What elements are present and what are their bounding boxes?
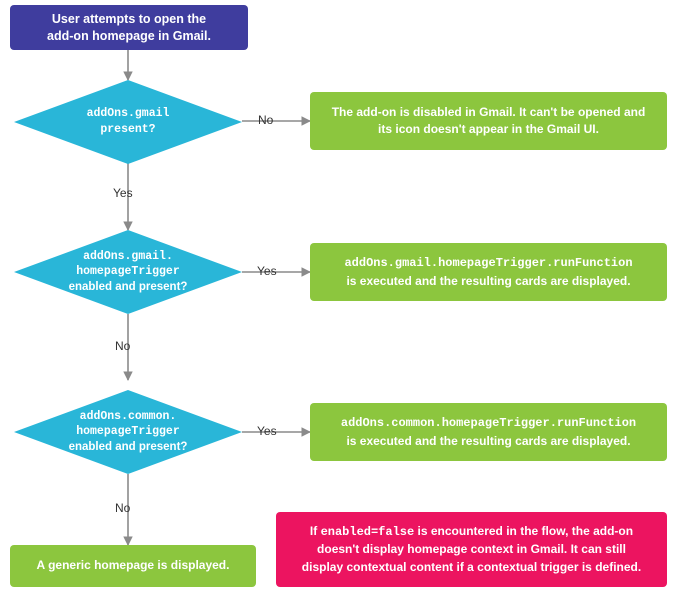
decision-1-tail: present? — [100, 123, 156, 136]
note-line3: display contextual content if a contextual trigger is defined. — [301, 559, 642, 574]
note-line2: doesn't display homepage context in Gmail. It can still — [317, 542, 626, 557]
decision-common-homepagetrigger — [14, 390, 242, 474]
edge-label-yes-1: Yes — [113, 186, 133, 200]
decision-2-code-line2: homepageTrigger — [76, 265, 180, 279]
decision-3-tail: enabled and present? — [68, 440, 188, 453]
edge-label-yes-2: Yes — [257, 264, 277, 278]
edge-label-no-2: No — [115, 339, 131, 353]
result-generic-homepage — [10, 545, 256, 587]
result-3-code: addOns.common.homepageTrigger.runFunction — [340, 416, 637, 431]
result-2-code: addOns.gmail.homepageTrigger.runFunction — [344, 256, 633, 271]
decision-3-code-line1: addOns.common. — [79, 409, 177, 423]
result-addon-disabled — [310, 92, 667, 150]
edge-label-no-1: No — [258, 113, 274, 127]
result-3-line2: is executed and the resulting cards are displayed. — [346, 433, 631, 448]
decision-gmail-homepagetrigger — [14, 230, 242, 314]
start-box-line1: User attempts to open the — [51, 11, 207, 26]
decision-1-code: addOns.gmail — [86, 107, 170, 121]
decision-2-code-line1: addOns.gmail. — [83, 249, 173, 263]
result-common-homepagetrigger-run — [310, 403, 667, 461]
note-suffix: is encountered in the flow, the add-on — [414, 523, 634, 538]
note-code: enabled=false — [320, 524, 415, 539]
edge-label-yes-3: Yes — [257, 424, 277, 438]
note-prefix: If — [309, 523, 321, 538]
result-2-line2: is executed and the resulting cards are displayed. — [346, 273, 631, 288]
start-box-line2: add-on homepage in Gmail. — [47, 28, 211, 43]
result-1-line2: its icon doesn't appear in the Gmail UI. — [378, 122, 599, 136]
decision-2-tail: enabled and present? — [68, 280, 188, 293]
decision-3-code-line2: homepageTrigger — [76, 425, 180, 439]
result-1-line1: The add-on is disabled in Gmail. It can't be opened and — [331, 104, 646, 119]
edge-label-no-3: No — [115, 501, 131, 515]
result-4-text: A generic homepage is displayed. — [36, 558, 230, 573]
start-box — [10, 5, 248, 50]
result-gmail-homepagetrigger-run — [310, 243, 667, 301]
note-enabled-false — [276, 512, 667, 587]
decision-gmail-present — [14, 80, 242, 164]
